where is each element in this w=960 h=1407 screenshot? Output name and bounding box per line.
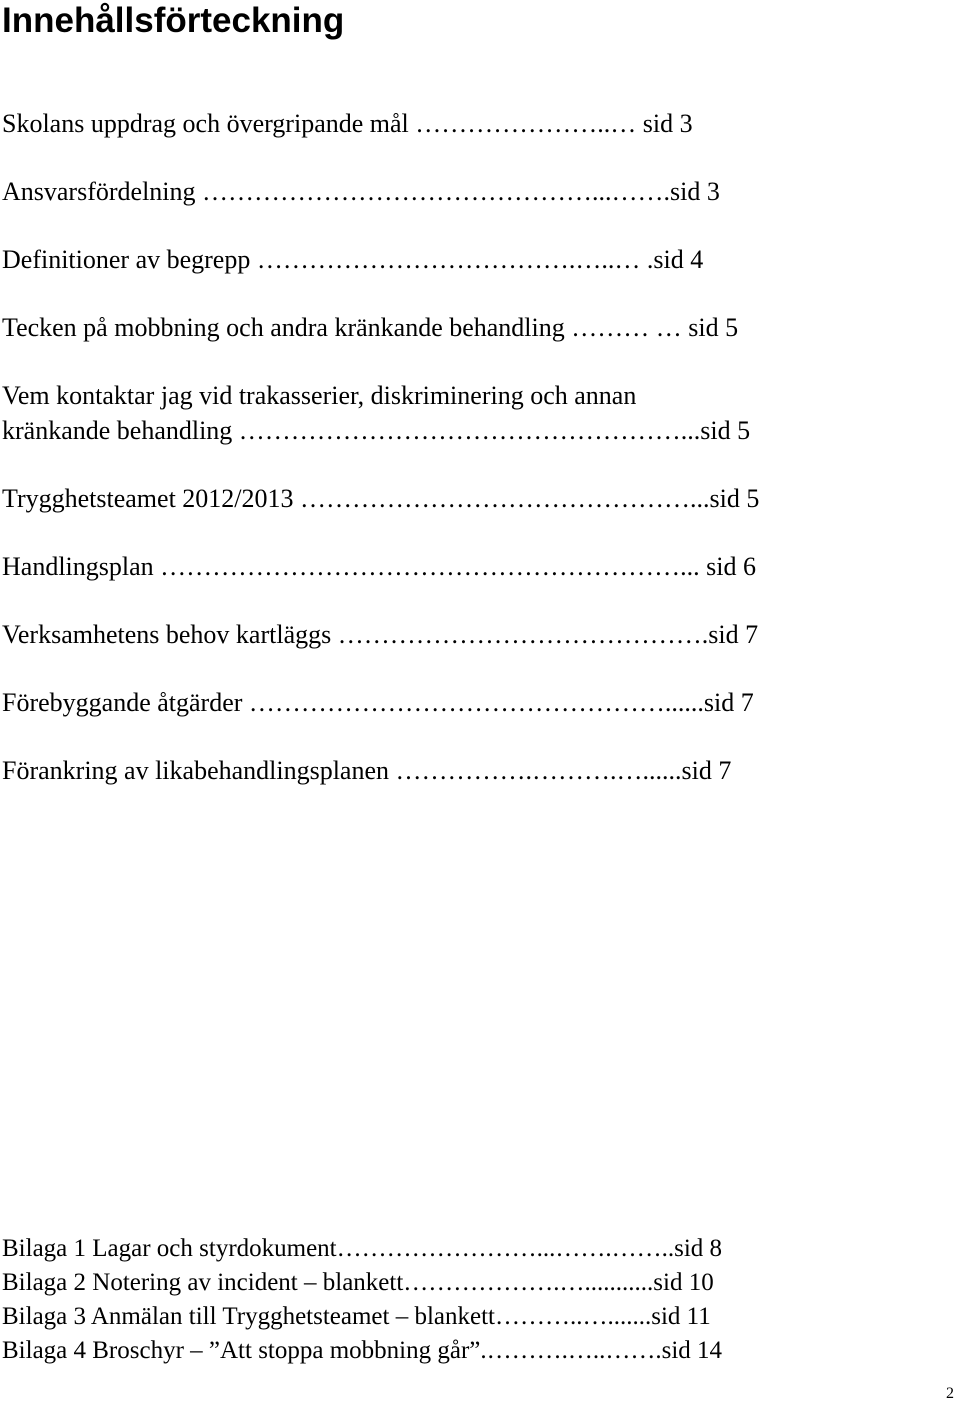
toc-entry-forankring: Förankring av likabehandlingsplanen …………….……….…......sid 7 bbox=[2, 756, 732, 785]
toc-entry-ansvarsfordelning: Ansvarsfördelning ………………………………………...…….sid 3 bbox=[2, 177, 720, 206]
toc-entry-vem-kontaktar-line1: Vem kontaktar jag vid trakasserier, diskriminering och annan bbox=[2, 381, 637, 410]
toc-entry-forebyggande: Förebyggande åtgärder …………………………………………......sid 7 bbox=[2, 688, 754, 717]
toc-entry-skolans-uppdrag: Skolans uppdrag och övergripande mål …………………..… sid 3 bbox=[2, 109, 693, 138]
toc-entry-handlingsplan: Handlingsplan ……………………………………………………... sid 6 bbox=[2, 552, 756, 581]
appendix-entry-2: Bilaga 2 Notering av incident – blankett……………….…...........sid 10 bbox=[2, 1269, 714, 1296]
toc-entry-trygghetsteamet: Trygghetsteamet 2012/2013 ………………………………………...sid 5 bbox=[2, 484, 760, 513]
appendix-entry-3: Bilaga 3 Anmälan till Trygghetsteamet – blankett………..….......sid 11 bbox=[2, 1303, 711, 1330]
appendix-entry-4: Bilaga 4 Broschyr – ”Att stoppa mobbning går”.……….…..…….sid 14 bbox=[2, 1337, 723, 1364]
toc-entry-tecken-pa-mobbning: Tecken på mobbning och andra kränkande behandling ……… … sid 5 bbox=[2, 313, 739, 342]
toc-entry-definitioner: Definitioner av begrepp ……………………………….…..… .sid 4 bbox=[2, 245, 704, 274]
toc-entry-verksamhetens-behov: Verksamhetens behov kartläggs …………………………………….sid 7 bbox=[2, 620, 759, 649]
page-number: 2 bbox=[946, 1385, 954, 1402]
toc-entry-vem-kontaktar-line2: kränkande behandling ……………………………………………...sid 5 bbox=[2, 416, 751, 445]
appendix-entry-1: Bilaga 1 Lagar och styrdokument……………………...…….……..sid 8 bbox=[2, 1235, 723, 1262]
page-title: Innehållsförteckning bbox=[2, 1, 345, 40]
